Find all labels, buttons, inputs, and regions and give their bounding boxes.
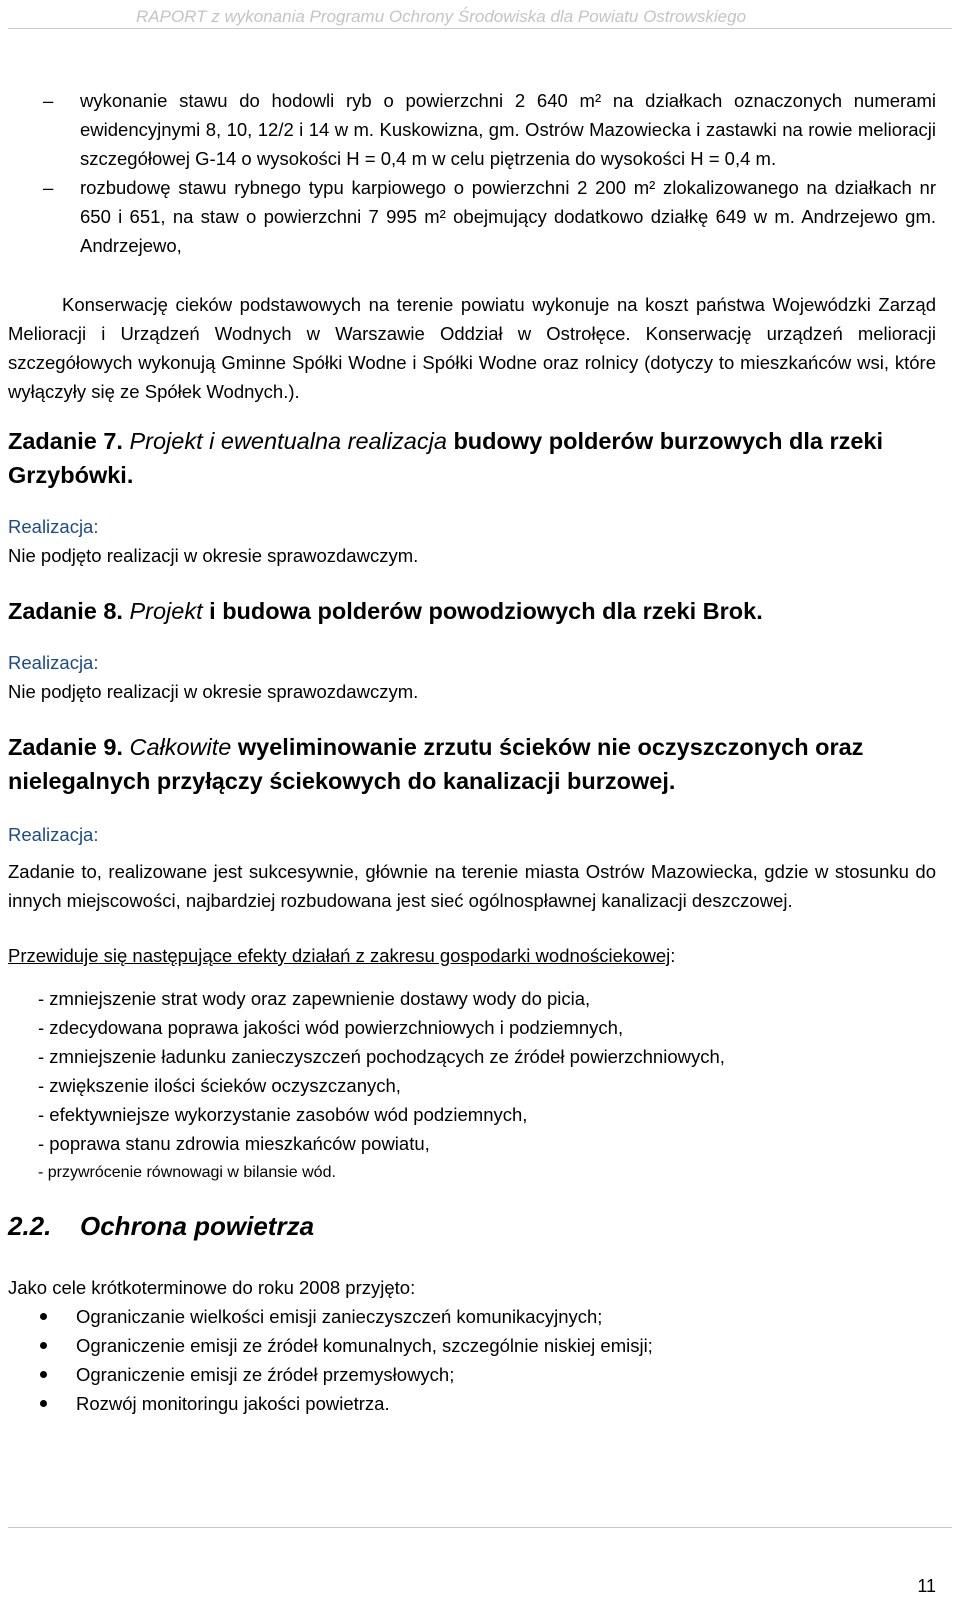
list-item [8, 1331, 936, 1360]
task-9-label: Zadanie 9. [8, 734, 123, 760]
list-item: - zdecydowana poprawa jakości wód powierzchniowych i podziemnych, [38, 1017, 624, 1038]
list-item: - zmniejszenie ładunku zanieczyszczeń pochodzących ze źródeł powierzchniowych, [38, 1046, 725, 1067]
list-item: - zwiększenie ilości ścieków oczyszczanych, [38, 1075, 401, 1096]
effects-heading-colon: : [670, 945, 676, 966]
list-item [8, 1302, 936, 1331]
bullet-icon [40, 1400, 47, 1407]
goals-list [8, 1302, 936, 1418]
task-8-heading [8, 594, 936, 628]
page-number: 11 [917, 1576, 936, 1596]
task-7-label: Zadanie 7. [8, 428, 123, 454]
task-8-rest: i budowa polderów powodziowych dla rzeki Brok. [209, 598, 763, 624]
section-title: Ochrona powietrza [80, 1211, 315, 1241]
goal-text: Ograniczanie wielkości emisji zanieczyszczeń komunikacyjnych; [76, 1306, 603, 1327]
bullet-icon [40, 1342, 47, 1349]
dash-mark: – [43, 177, 54, 198]
dash-mark: – [43, 90, 54, 111]
conservation-paragraph: Konserwację cieków podstawowych na terenie powiatu wykonuje na koszt państwa Wojewódzki Zarząd Melioracji i Urządzeń Wodnych w Warszawie Oddział w Ostrołęce. Konserwację urządzeń melioracji szczegółowych wykonują Gminne Spółki Wodne i Spółki Wodne oraz rolnicy (dotyczy to mieszkańców wsi, które wyłączyły się ze Spółek Wodnych.). [8, 294, 936, 402]
task-9-rest: wyeliminowanie zrzutu ścieków nie oczyszczonych oraz nielegalnych przyłączy ściekowych do kanalizacji burzowej. [8, 734, 864, 794]
task-9-realization-text: Zadanie to, realizowane jest sukcesywnie, głównie na terenie miasta Ostrów Mazowiecka, gdzie w stosunku do innych miejscowości, najbardziej rozbudowana jest sieć ogólnospławnej kanalizacji deszczowej. [8, 861, 936, 911]
list-item [8, 1360, 936, 1389]
dash-item-text: rozbudowę stawu rybnego typu karpiowego o powierzchni 2 200 m² zlokalizowanego na działkach nr 650 i 651, na staw o powierzchni 7 995 m² obejmujący dodatkowo działkę 649 w m. Andrzejewo gm. Andrzejewo, [80, 177, 936, 256]
dash-item-text: wykonanie stawu do hodowli ryb o powierzchni 2 640 m² na działkach oznaczonych numerami ewidencyjnymi 8, 10, 12/2 i 14 w m. Kuskowizna, gm. Ostrów Mazowiecka i zastawki na rowie melioracji szczegółowej G-14 o wysokości H = 0,4 m w celu piętrzenia do wysokości H = 0,4 m. [80, 90, 936, 169]
bullet-icon [40, 1313, 47, 1320]
effects-heading-text: Przewiduje się następujące efekty działań z zakresu gospodarki wodnościekowej [8, 945, 671, 966]
task-7-realization-label: Realizacja: [8, 516, 99, 537]
goal-text: Ograniczenie emisji ze źródeł komunalnych, szczególnie niskiej emisji; [76, 1335, 653, 1356]
page-header [8, 0, 952, 29]
task-7-realization-text: Nie podjęto realizacji w okresie sprawozdawczym. [8, 545, 419, 566]
task-8-label: Zadanie 8. [8, 598, 123, 624]
effects-heading [8, 941, 936, 970]
task-8-realization-label: Realizacja: [8, 652, 99, 673]
goals-intro: Jako cele krótkoterminowe do roku 2008 przyjęto: [8, 1277, 416, 1298]
task-7-rest: budowy polderów burzowych dla rzeki Grzybówki. [8, 428, 884, 488]
effects-list [8, 984, 936, 1187]
task-9-realization-label: Realizacja: [8, 824, 99, 845]
list-item: - przywrócenie równowagi w bilansie wód. [38, 1164, 336, 1181]
task-8-italic: Projekt [129, 598, 203, 624]
dash-item-pond [8, 86, 936, 173]
list-item: - efektywniejsze wykorzystanie zasobów wód podziemnych, [38, 1104, 528, 1125]
list-item [8, 1389, 936, 1418]
dash-list [8, 86, 936, 260]
header-title: RAPORT z wykonania Programu Ochrony Środowiska dla Powiatu Ostrowskiego [136, 7, 747, 26]
page-content [8, 86, 936, 1418]
section-number: 2.2. [8, 1211, 52, 1241]
footer-divider [8, 1527, 952, 1528]
list-item: - poprawa stanu zdrowia mieszkańców powiatu, [38, 1133, 430, 1154]
task-9-heading [8, 730, 936, 798]
bullet-icon [40, 1371, 47, 1378]
task-7-heading [8, 424, 936, 492]
task-9-italic: Całkowite [129, 734, 232, 760]
goal-text: Rozwój monitoringu jakości powietrza. [76, 1393, 390, 1414]
goal-text: Ograniczenie emisji ze źródeł przemysłowych; [76, 1364, 455, 1385]
task-8-realization-text: Nie podjęto realizacji w okresie sprawozdawczym. [8, 681, 419, 702]
list-item: - zmniejszenie strat wody oraz zapewnienie dostawy wody do picia, [38, 988, 591, 1009]
section-heading [8, 1209, 936, 1243]
task-7-italic: Projekt i ewentualna realizacja [129, 428, 447, 454]
dash-item-pond-expansion [8, 173, 936, 260]
